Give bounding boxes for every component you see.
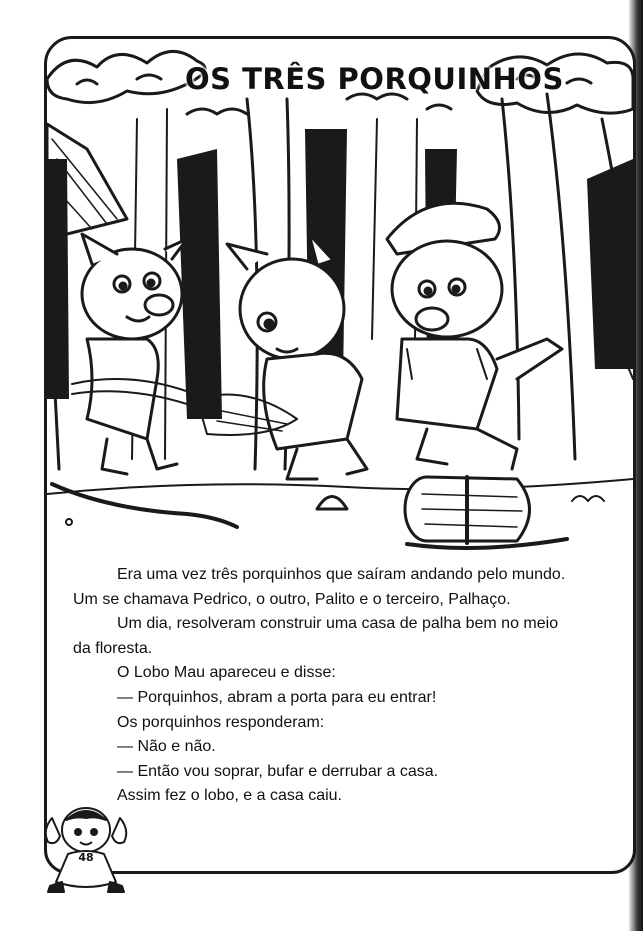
story-line: — Porquinhos, abram a porta para eu entrar! bbox=[117, 688, 437, 706]
story-line: O Lobo Mau apareceu e disse: bbox=[117, 664, 336, 682]
page-number: 48 bbox=[78, 851, 94, 864]
story-line: Os porquinhos responderam: bbox=[117, 713, 325, 731]
story-line: Um se chamava Pedrico, o outro, Palito e o terceiro, Palhaço. bbox=[73, 590, 511, 608]
story-line: — Então vou soprar, bufar e derrubar a casa. bbox=[117, 762, 439, 780]
story-line: da floresta. bbox=[73, 639, 153, 657]
story-line: Um dia, resolveram construir uma casa de palha bem no meio bbox=[117, 615, 559, 633]
straw-bundle-icon bbox=[405, 477, 567, 548]
story-line: Era uma vez três porquinhos que saíram andando pelo mundo. bbox=[117, 566, 566, 583]
story-line: — Não e não. bbox=[117, 738, 216, 756]
doll-mascot-icon bbox=[40, 802, 132, 894]
page-title: OS TRÊS PORQUINHOS bbox=[185, 62, 564, 96]
coloring-illustration bbox=[47, 39, 633, 551]
story-text bbox=[73, 563, 633, 809]
story-line: Assim fez o lobo, e a casa caiu. bbox=[117, 787, 342, 805]
pig-palhaco-icon bbox=[387, 203, 562, 469]
